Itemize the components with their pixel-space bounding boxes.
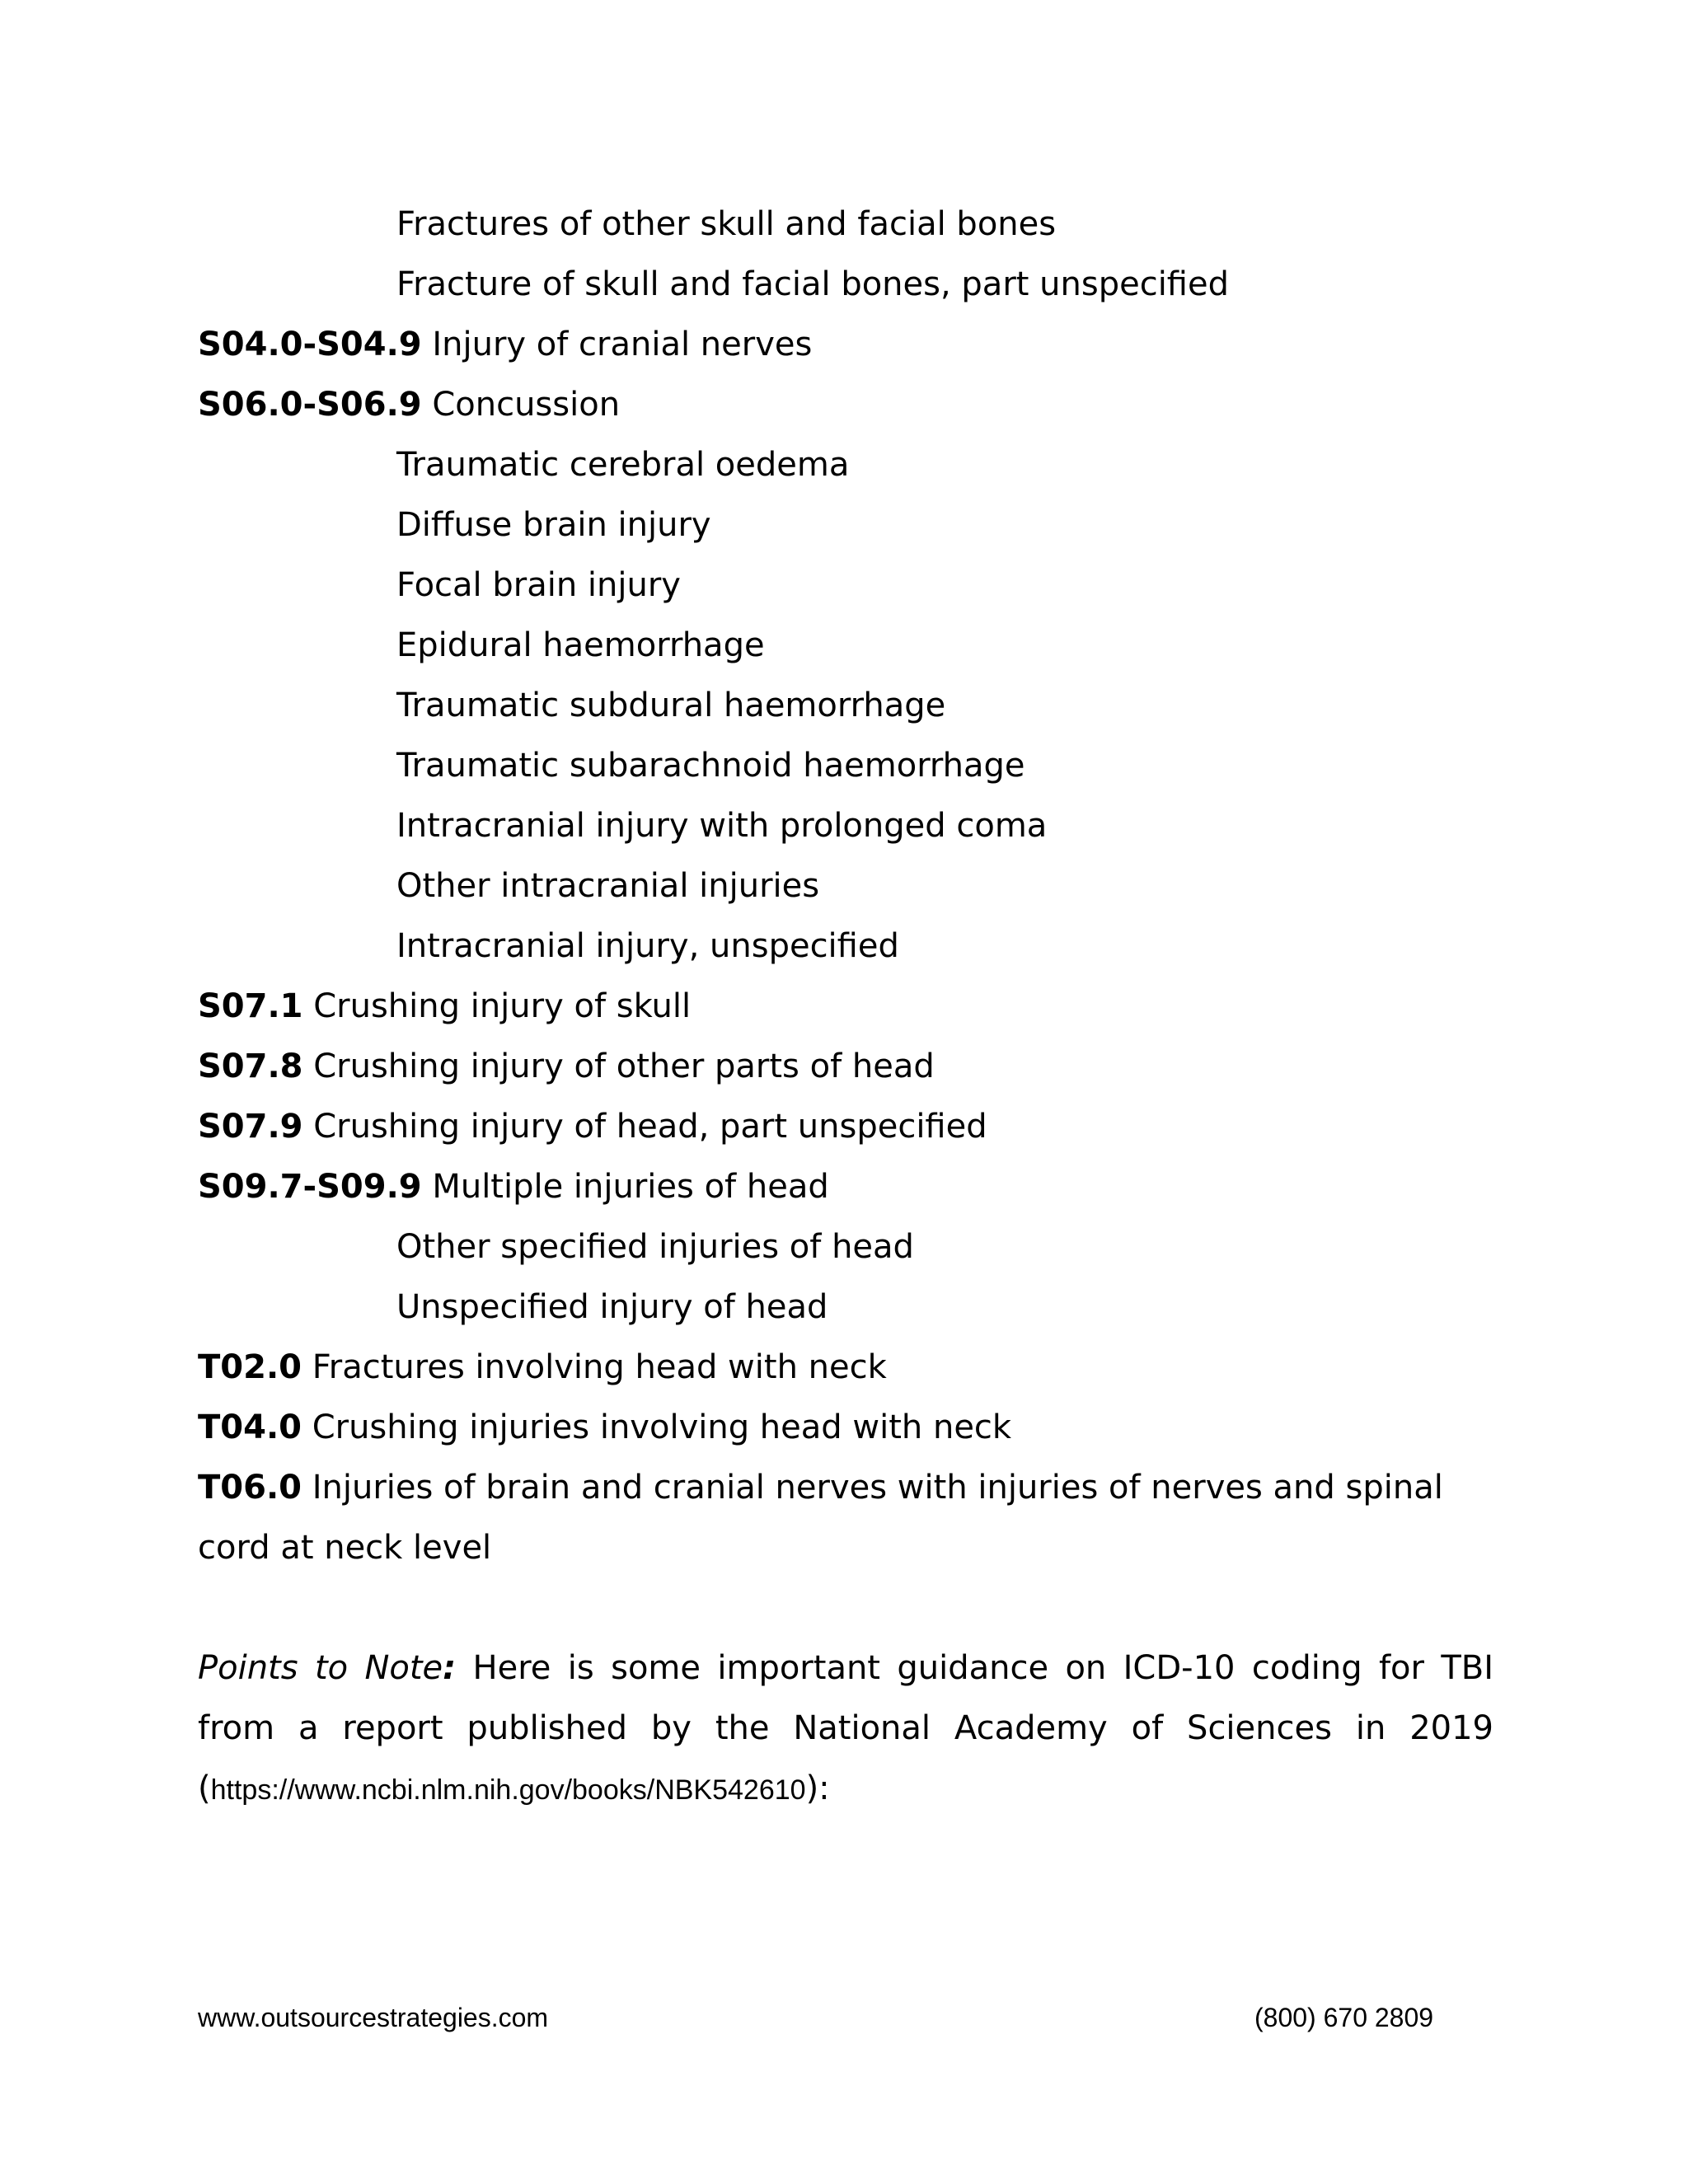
note-close: ): [805, 1769, 830, 1807]
sub-entry [198, 255, 1493, 315]
entry-description: Focal brain injury [396, 566, 681, 604]
icd-code: S06.0-S06.9 [198, 386, 422, 424]
entry-description: Epidural haemorrhage [396, 626, 765, 664]
entry-description: Traumatic subarachnoid haemorrhage [396, 747, 1025, 785]
icd-code: S07.8 [198, 1047, 303, 1085]
entry-description: Intracranial injury, unspecified [396, 927, 899, 965]
entry-description: Other intracranial injuries [396, 867, 820, 905]
entry-description: Crushing injury of skull [313, 987, 692, 1025]
icd-code: T06.0 [198, 1469, 302, 1507]
footer-website[interactable]: www.outsourcestrategies.com [198, 2003, 549, 2032]
entry-description: Traumatic subdural haemorrhage [396, 687, 946, 724]
code-entry [198, 375, 1493, 435]
entry-description: Crushing injury of head, part unspecified [313, 1108, 987, 1146]
sub-entry [198, 194, 1493, 255]
entry-description: Crushing injury of other parts of head [313, 1047, 935, 1085]
icd-code: S04.0-S04.9 [198, 326, 422, 363]
entry-description: Unspecified injury of head [396, 1288, 828, 1326]
code-entry [198, 315, 1493, 375]
note-body: Here is some important guidance on ICD-10 coding for TBI from a report published by the National Academy of Sciences in 2019 [198, 1649, 1493, 1747]
entry-description: Injuries of brain and cranial nerves with injuries of nerves and spinal cord at neck level [198, 1469, 1443, 1567]
entry-description: Traumatic cerebral oedema [396, 446, 850, 484]
sub-entry [198, 1217, 1493, 1277]
note-colon: : [443, 1649, 457, 1687]
icd-code: S09.7-S09.9 [198, 1168, 422, 1206]
reference-link[interactable]: https://www.ncbi.nlm.nih.gov/books/NBK542610 [210, 1774, 806, 1806]
footer-phone: (800) 670 2809 [1254, 2003, 1434, 2032]
sub-entry [198, 916, 1493, 977]
note-label: Points to Note [198, 1649, 443, 1687]
entry-description: Intracranial injury with prolonged coma [396, 807, 1048, 845]
points-to-note [198, 1638, 1493, 1821]
entry-description: Injury of cranial nerves [432, 326, 813, 363]
icd-code: S07.1 [198, 987, 303, 1025]
entry-description: Fracture of skull and facial bones, part unspecified [396, 265, 1229, 303]
sub-entry [198, 616, 1493, 676]
icd-code: T04.0 [198, 1408, 302, 1446]
code-entry [198, 1157, 1493, 1217]
code-entry [198, 1037, 1493, 1097]
entry-description: Concussion [432, 386, 621, 424]
entry-description: Other specified injuries of head [396, 1228, 914, 1266]
code-entry [198, 1398, 1493, 1458]
code-entry [198, 1458, 1493, 1578]
entry-list [198, 194, 1493, 1578]
icd-code: S07.9 [198, 1108, 303, 1146]
note-open-paren: ( [198, 1769, 211, 1807]
sub-entry [198, 495, 1493, 555]
sub-entry [198, 1277, 1493, 1338]
code-entry [198, 1338, 1493, 1398]
entry-description: Fractures involving head with neck [312, 1348, 887, 1386]
sub-entry [198, 555, 1493, 616]
sub-entry [198, 796, 1493, 856]
sub-entry [198, 736, 1493, 796]
icd-code-list [198, 194, 1493, 1854]
entry-description: Multiple injuries of head [432, 1168, 829, 1206]
sub-entry [198, 856, 1493, 916]
entry-description: Crushing injuries involving head with neck [312, 1408, 1012, 1446]
entry-description: Fractures of other skull and facial bones [396, 205, 1057, 243]
code-entry [198, 1097, 1493, 1157]
entry-description: Diffuse brain injury [396, 506, 711, 544]
icd-code: T02.0 [198, 1348, 302, 1386]
code-entry [198, 977, 1493, 1037]
sub-entry [198, 676, 1493, 736]
sub-entry [198, 435, 1493, 495]
